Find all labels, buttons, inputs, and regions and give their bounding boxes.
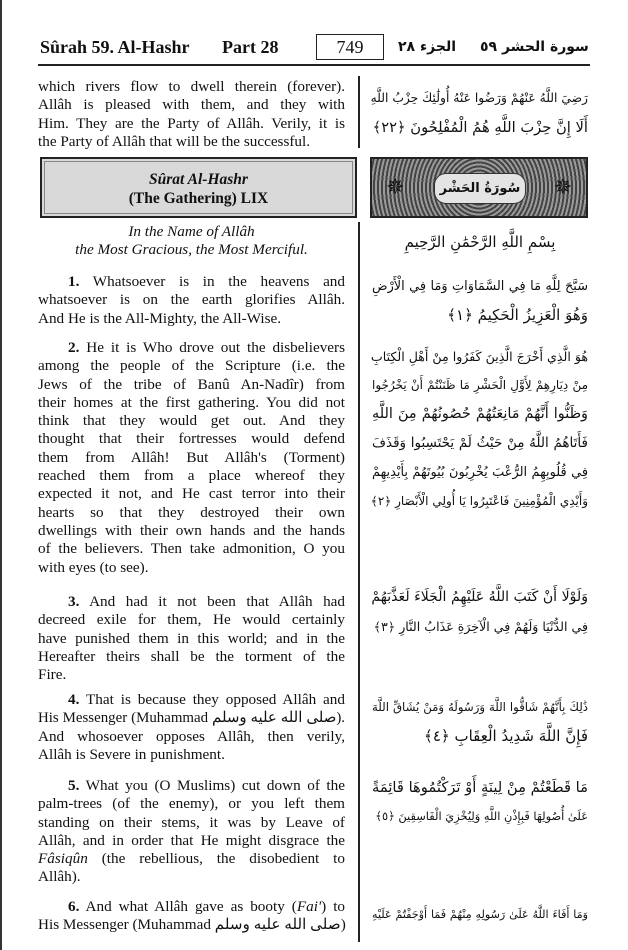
line-text: What you (O Muslims) cut down of the [79, 777, 345, 794]
line-text: have punished them in this world; and in the [38, 629, 345, 647]
arabic-line: عَلَىٰ أُصُولِهَا فَبِإِذْنِ اللَّهِ وَلِيُخْزِيَ الْفَاسِقِينَ ﴿٥﴾ [375, 809, 588, 823]
arabic-line: مِنْ دِيَارِهِمْ لِأَوَّلِ الْحَشْرِ مَا ظَنَنْتُمْ أَنْ يَخْرُجُوا [372, 378, 588, 392]
line-text: Allâh is pleased with them, and they with [38, 96, 345, 114]
arabic-line: فَأَتَاهُمُ اللَّهُ مِنْ حَيْثُ لَمْ يَحْتَسِبُوا وَقَذَفَ [372, 435, 588, 451]
text-line [38, 709, 345, 727]
line-text: ) to [321, 898, 346, 915]
text-line [38, 916, 345, 934]
line-text: palm-trees (of the enemy), or you left them [38, 795, 345, 813]
text-line [38, 611, 345, 629]
italic-term: Fâsiqûn [38, 850, 88, 868]
line-text: reached them from a place whereof they [38, 467, 345, 485]
arabic-line: هُوَ الَّذِي أَخْرَجَ الَّذِينَ كَفَرُوا مِنْ أَهْلِ الْكِتَابِ [370, 349, 588, 364]
star-ornament-icon: ✵ [386, 174, 405, 199]
text-line [38, 467, 345, 485]
verse-3-arabic [372, 583, 588, 641]
line-text: the Party of Allâh that will be the successful. [38, 132, 311, 150]
line-text: standing on their stems, it was by Leave of [38, 813, 345, 831]
line-text: thought that their fortresses would defend [38, 430, 345, 448]
line-text: expected it not, and He cast terror into their [38, 485, 345, 503]
line-text: His Messenger (Muhammad صلى الله عليه وسلم). [38, 710, 345, 727]
text-line [38, 728, 345, 746]
text-line [38, 522, 345, 540]
line-text: His Messenger (Muhammad صلى الله عليه وسلم) [38, 916, 346, 934]
line-text: hearts so that they destroyed their own [38, 503, 345, 521]
line-text: which rivers flow to dwell therein (forever). [38, 78, 345, 95]
arabic-line: وَأَيْدِي الْمُؤْمِنِينَ فَاعْتَبِرُوا يَا أُولِي الْأَبْصَارِ ﴿٢﴾ [370, 494, 588, 508]
text-line [38, 96, 345, 114]
arabic-line: فِي قُلُوبِهِمُ الرُّعْبَ يُخْرِبُونَ بُيُوتَهُمْ بِأَيْدِيهِمْ [372, 465, 588, 480]
verse-5-arabic [372, 773, 588, 831]
text-line [38, 691, 345, 709]
line-text: whatsoever is on the earth glorifies Allâh. [38, 291, 345, 309]
text-line [38, 449, 345, 467]
text-line [38, 394, 345, 412]
carryover-arabic [372, 84, 588, 142]
text-line [38, 559, 345, 577]
line-text: (the rebellious, the disobedient to [87, 850, 345, 868]
header-rule [38, 64, 590, 66]
arabic-line: رَضِيَ اللَّهُ عَنْهُمْ وَرَضُوا عَنْهُ أُولَٰئِكَ حِزْبُ اللَّهِ [370, 91, 588, 105]
line-text: Allâh, and in order that He might disgrace the [38, 831, 345, 849]
carryover-translation [38, 78, 345, 151]
arabic-line: سَبَّحَ لِلَّهِ مَا فِي السَّمَاوَاتِ وَمَا فِي الْأَرْضِ [372, 279, 588, 294]
verse-6-arabic [372, 900, 588, 929]
text-line [38, 376, 345, 394]
line-text: them from Allâh! But Allâh's (Torment) [38, 448, 345, 466]
line-text: their homes at the first gathering. You did not [38, 393, 345, 411]
surah-title-en [40, 157, 357, 218]
star-ornament-icon: ✵ [553, 174, 572, 199]
verse-number: 4. [68, 691, 80, 708]
arabic-line: ذَٰلِكَ بِأَنَّهُمْ شَاقُّوا اللَّهَ وَرَسُولَهُ وَمَنْ يُشَاقِّ اللَّهَ [372, 700, 588, 714]
arabic-line: مَا قَطَعْتُمْ مِنْ لِينَةٍ أَوْ تَرَكْتُمُوهَا قَائِمَةً [371, 779, 588, 796]
basmala-line [38, 223, 345, 241]
text-line [38, 850, 345, 868]
line-text: Fire. [38, 666, 67, 684]
arabic-line: وَمَا أَفَاءَ اللَّهُ عَلَىٰ رَسُولِهِ مِنْهُمْ فَمَا أَوْجَفْتُمْ عَلَيْهِ [372, 908, 588, 921]
text-line [38, 795, 345, 813]
arabic-line: فِي الدُّنْيَا وَلَهُمْ فِي الْآخِرَةِ عَذَابُ النَّارِ ﴿٣﴾ [373, 619, 588, 634]
text-line [38, 133, 345, 151]
line-text: And had it not been that Allâh had [79, 593, 345, 610]
italic-term: Fai' [296, 898, 322, 915]
line-text: That is because they opposed Allâh and [79, 691, 345, 708]
text-line [38, 666, 345, 684]
line-text: And whosoever opposes Allâh, then verily, [38, 727, 345, 745]
basmala-arabic-text: بِسْمِ اللَّهِ الرَّحْمَٰنِ الرَّحِيمِ [404, 233, 556, 251]
basmala-line [38, 241, 345, 259]
text-line [38, 540, 345, 558]
line-text: Hereafter theirs shall be the torment of the [38, 647, 345, 665]
line-text: Allâh). [38, 868, 81, 886]
text-line [38, 485, 345, 503]
verse-4-arabic [372, 693, 588, 751]
text-line [38, 746, 345, 764]
line-text: among the people of the Scripture (i.e. the [38, 357, 345, 375]
line-text: the Most Gracious, the Most Merciful. [75, 241, 308, 259]
verse-1-translation [38, 273, 345, 328]
arabic-line: وَظَنُّوا أَنَّهُمْ مَانِعَتُهُمْ حُصُونُهُمْ مِنَ اللَّهِ [372, 406, 588, 422]
text-line [38, 777, 345, 795]
text-line [38, 593, 345, 611]
line-text: with eyes (to see). [38, 558, 149, 576]
verse-number: 2. [68, 339, 80, 356]
header-surah-en: Sûrah 59. Al-Hashr [40, 37, 190, 57]
text-line [38, 814, 345, 832]
text-line [38, 898, 345, 916]
verse-3-translation [38, 593, 345, 684]
verse-1-arabic [372, 272, 588, 330]
surah-title-name: Sûrat Al-Hashr [149, 171, 248, 188]
verse-number: 1. [68, 273, 80, 290]
column-divider-top [358, 76, 360, 148]
line-text: think that they would get out. And they [38, 412, 345, 430]
text-line [38, 832, 345, 850]
surah-title-ar: سُورَةُ الحَشْر [434, 173, 526, 204]
verse-number: 3. [68, 593, 80, 610]
line-text: decreed exile for them, He would certainly [38, 611, 345, 629]
arabic-line: وَهُوَ الْعَزِيزُ الْحَكِيمُ ﴿١﴾ [447, 306, 588, 324]
basmala-arabic [372, 228, 588, 257]
surah-title-meaning: (The Gathering) LIX [128, 190, 269, 207]
line-text: In the Name of Allâh [128, 223, 255, 240]
verse-2-translation [38, 339, 345, 577]
header-part-ar: الجزء ٢٨ [398, 39, 456, 55]
arabic-line: فَإِنَّ اللَّهَ شَدِيدُ الْعِقَابِ ﴿٤﴾ [424, 727, 588, 745]
verse-4-translation [38, 691, 345, 764]
page-number: 749 [316, 34, 384, 60]
column-divider [358, 222, 360, 942]
line-text: And what Allâh gave as booty ( [79, 898, 297, 915]
text-line [38, 648, 345, 666]
line-text: Whatsoever is in the heavens and [79, 273, 345, 290]
text-line [38, 310, 345, 328]
text-line [38, 78, 345, 96]
text-line [38, 868, 345, 886]
verse-number: 6. [68, 898, 80, 915]
page-edge [0, 0, 2, 950]
line-text: Allâh is Severe in punishment. [38, 745, 225, 763]
text-line [38, 339, 345, 357]
verse-6-translation [38, 898, 345, 935]
text-line [38, 273, 345, 291]
basmala-translation [38, 223, 345, 260]
text-line [38, 504, 345, 522]
verse-5-translation [38, 777, 345, 887]
header-part-en: Part 28 [222, 37, 279, 57]
text-line [38, 115, 345, 133]
line-text: He it is Who drove out the disbelievers [79, 339, 345, 356]
line-text: dwellings with their own hands and the hands [38, 521, 345, 539]
verse-2-arabic [372, 342, 588, 516]
line-text: And He is the All-Mighty, the All-Wise. [38, 309, 282, 327]
line-text: Him. They are the Party of Allâh. Verily, it is [38, 114, 345, 132]
header-surah-ar: سورة الحشر ٥٩ [480, 39, 589, 55]
verse-number: 5. [68, 777, 80, 794]
text-line [38, 630, 345, 648]
text-line [38, 412, 345, 430]
line-text: Jews of the tribe of Banû An-Nadîr) from [38, 375, 345, 393]
text-line [38, 291, 345, 309]
arabic-line: أَلَا إِنَّ حِزْبَ اللَّهِ هُمُ الْمُفْلِحُونَ ﴿٢٢﴾ [372, 119, 588, 136]
text-line [38, 430, 345, 448]
text-line [38, 357, 345, 375]
surah-title-ar-ornament [370, 157, 588, 218]
arabic-line: وَلَوْلَا أَنْ كَتَبَ اللَّهُ عَلَيْهِمُ الْجَلَاءَ لَعَذَّبَهُمْ [371, 589, 588, 605]
line-text: of the believers. Then take admonition, O you [38, 540, 345, 558]
